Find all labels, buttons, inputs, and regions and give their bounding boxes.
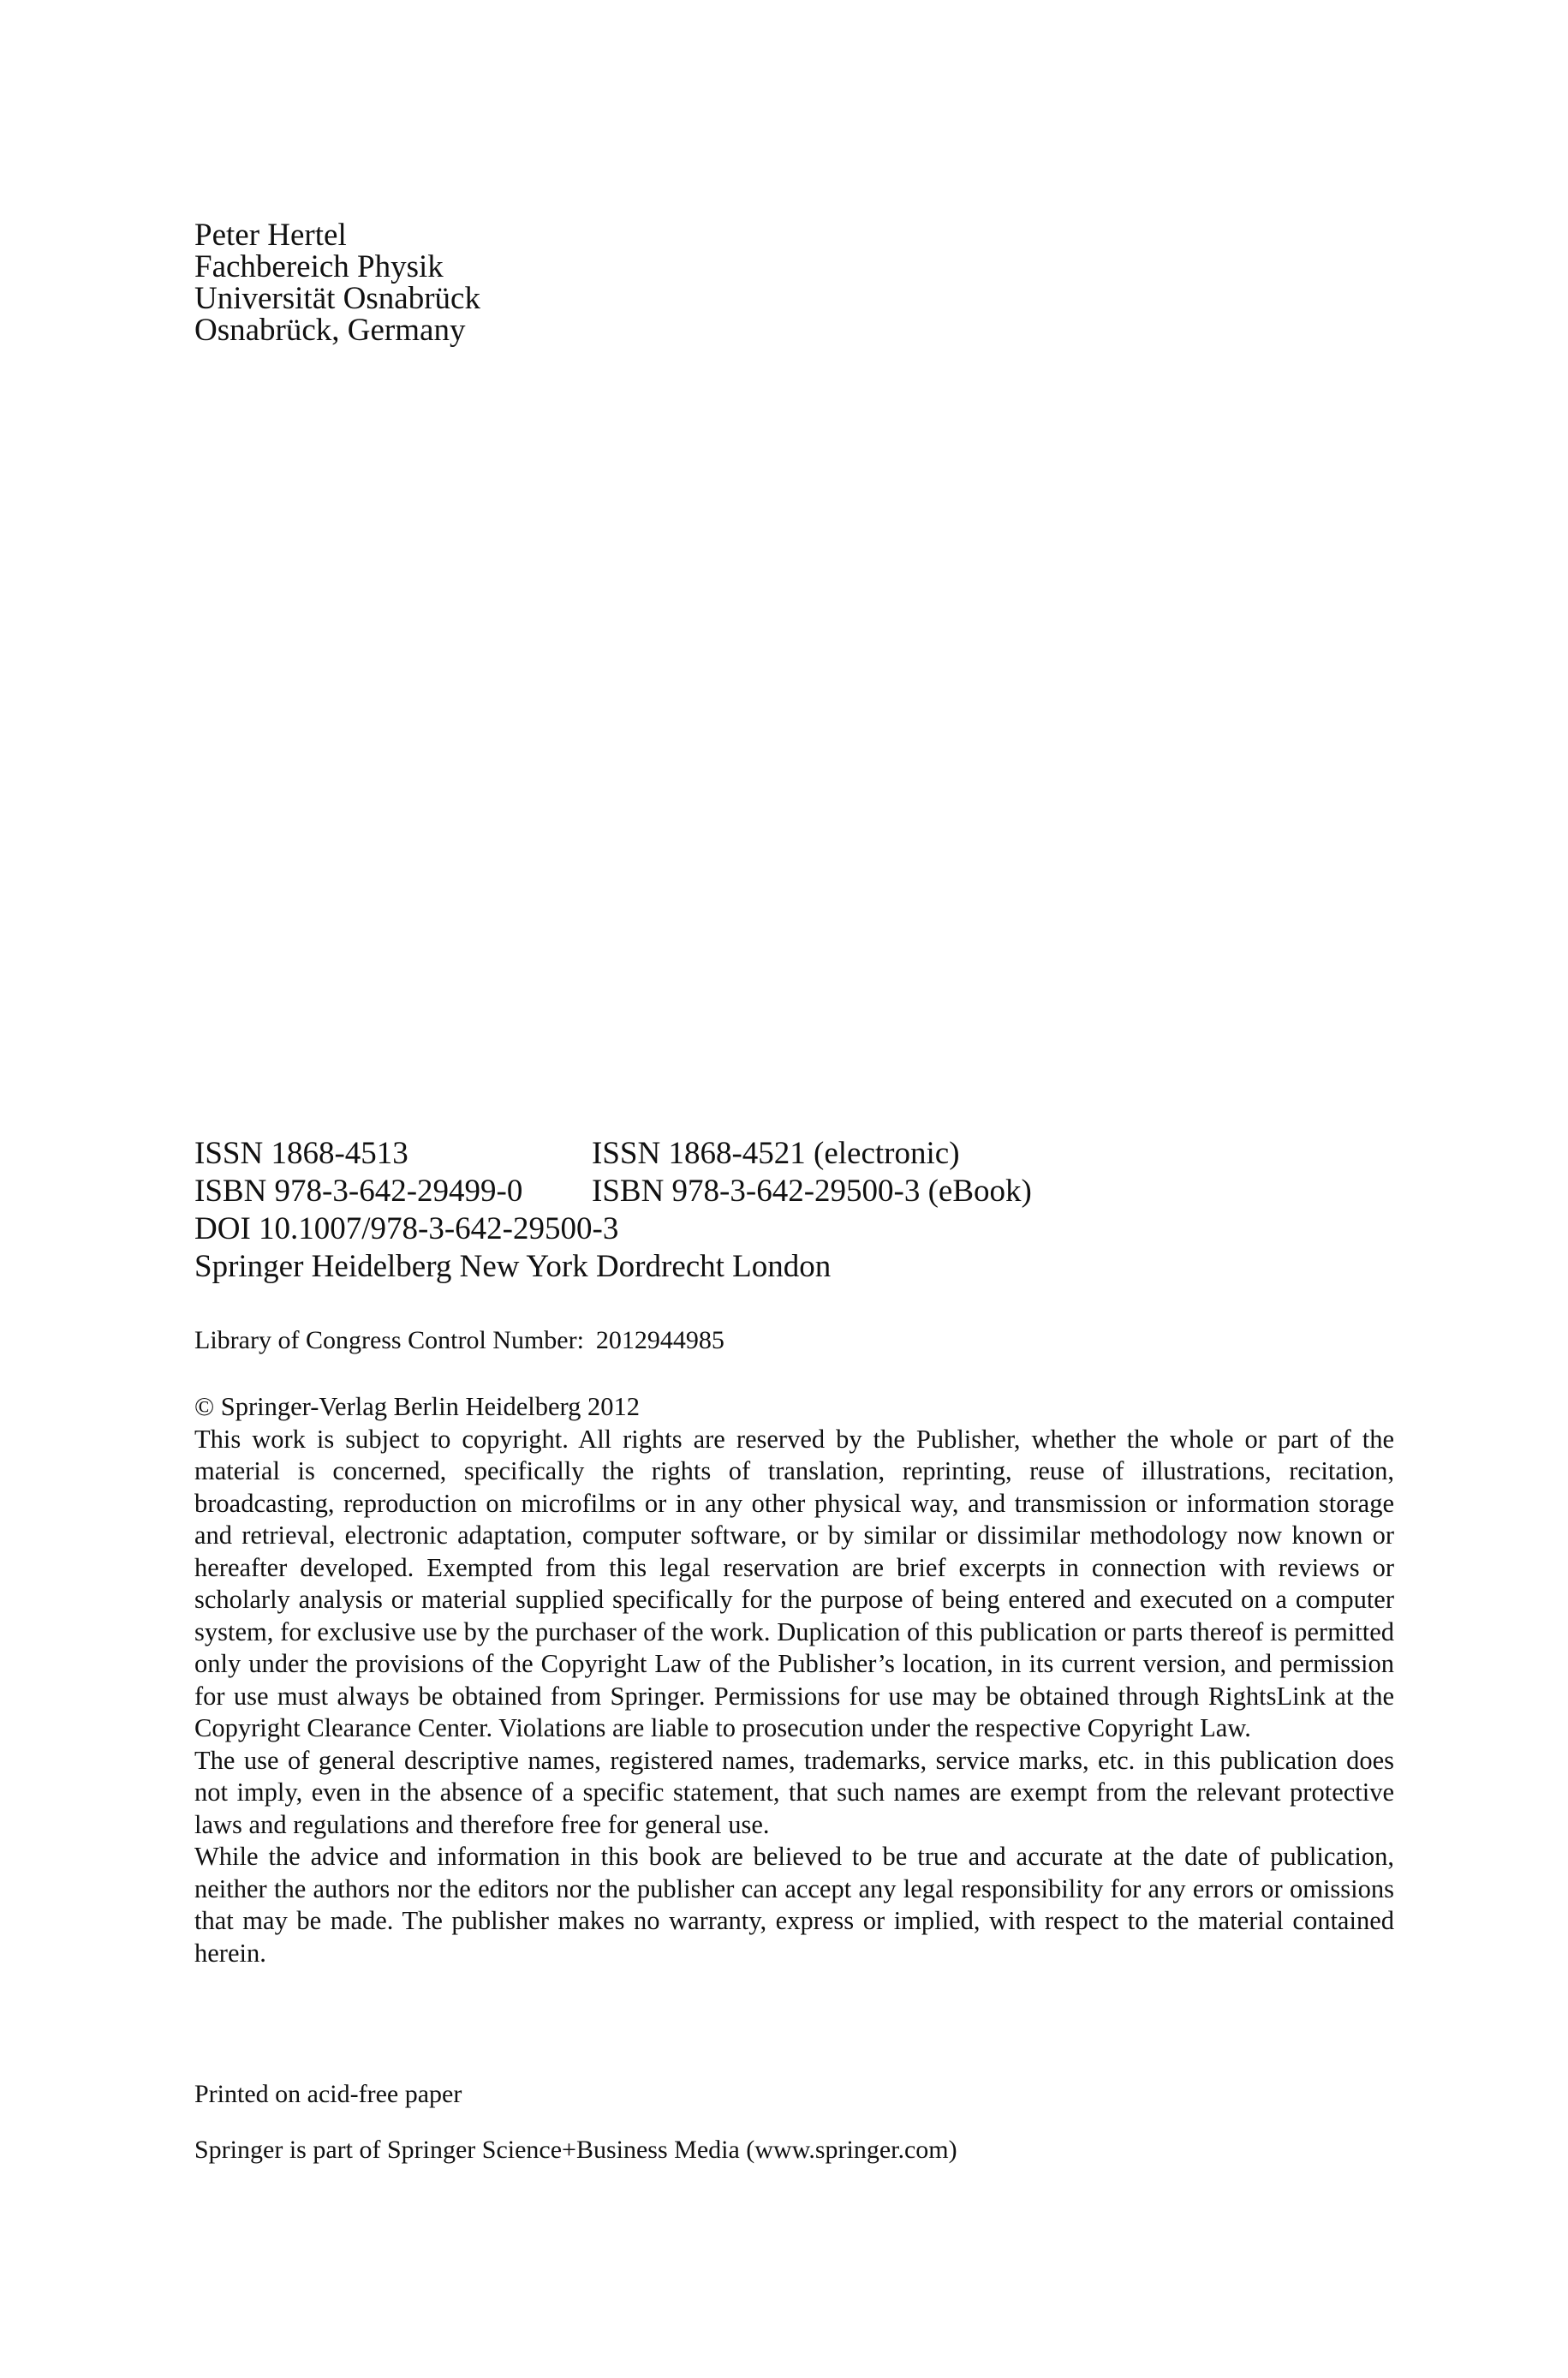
author-location: Osnabrück, Germany <box>194 313 466 348</box>
lccn-line <box>194 1325 724 1356</box>
isbn-row <box>194 1173 1032 1210</box>
author-name: Peter Hertel <box>194 218 347 253</box>
lccn-number: 2012944985 <box>595 1326 724 1354</box>
issn-electronic: ISSN 1868-4521 (electronic) <box>592 1136 960 1171</box>
author-address-block <box>194 219 480 346</box>
legal-paragraph-liability: While the advice and information in this book are believed to be true and accurate at the date of publication, neither the authors nor the editors nor the publisher can accept any legal responsibility for any errors or omissions that may be made. The publisher makes no warranty, express or implied, with respect to the material contained herein. <box>194 1842 1394 1968</box>
author-university: Universität Osnabrück <box>194 281 480 316</box>
isbn-ebook: ISBN 978-3-642-29500-3 (eBook) <box>592 1174 1032 1209</box>
copyright-line: © Springer-Verlag Berlin Heidelberg 2012 <box>194 1392 641 1421</box>
isbn-print: ISBN 978-3-642-29499-0 <box>194 1174 523 1209</box>
springer-part-note: Springer is part of Springer Science+Business Media (www.springer.com) <box>194 2136 957 2164</box>
printed-note: Printed on acid-free paper <box>194 2080 462 2108</box>
publisher-cities: Springer Heidelberg New York Dordrecht London <box>194 1249 832 1284</box>
issn-print: ISSN 1868-4513 <box>194 1136 408 1171</box>
lccn-label: Library of Congress Control Number: <box>194 1326 584 1354</box>
issn-row <box>194 1135 1032 1173</box>
author-department: Fachbereich Physik <box>194 249 444 284</box>
identifiers-block <box>194 1135 1032 1286</box>
doi: DOI 10.1007/978-3-642-29500-3 <box>194 1211 619 1246</box>
legal-paragraph-rights: This work is subject to copyright. All rights are reserved by the Publisher, whether the whole or part of the material is concerned, specifically the rights of translation, reprinting, reuse of illustrations, recitation, broadcasting, reproduction on microfilms or in any other physical way, and transmission or information storage and retrieval, electronic adaptation, computer software, or by similar or dissimilar methodology now known or hereafter developed. Exempted from this legal reservation are brief excerpts in connection with reviews or scholarly analysis or material supplied specifically for the purpose of being entered and executed on a computer system, for exclusive use by the purchaser of the work. Duplication of this publication or parts thereof is permitted only under the provisions of the Copyright Law of the Publisher’s location, in its current version, and permission for use must always be obtained from Springer. Permissions for use may be obtained through RightsLink at the Copyright Clearance Center. Violations are liable to prosecution under the respective Copyright Law. <box>194 1424 1394 1742</box>
legal-paragraph-names: The use of general descriptive names, registered names, trademarks, service marks, etc. in this publication does not imply, even in the absence of a specific statement, that such names are exempt from the relevant protective laws and regulations and therefore free for general use. <box>194 1745 1394 1839</box>
legal-notice <box>194 1391 1394 1969</box>
